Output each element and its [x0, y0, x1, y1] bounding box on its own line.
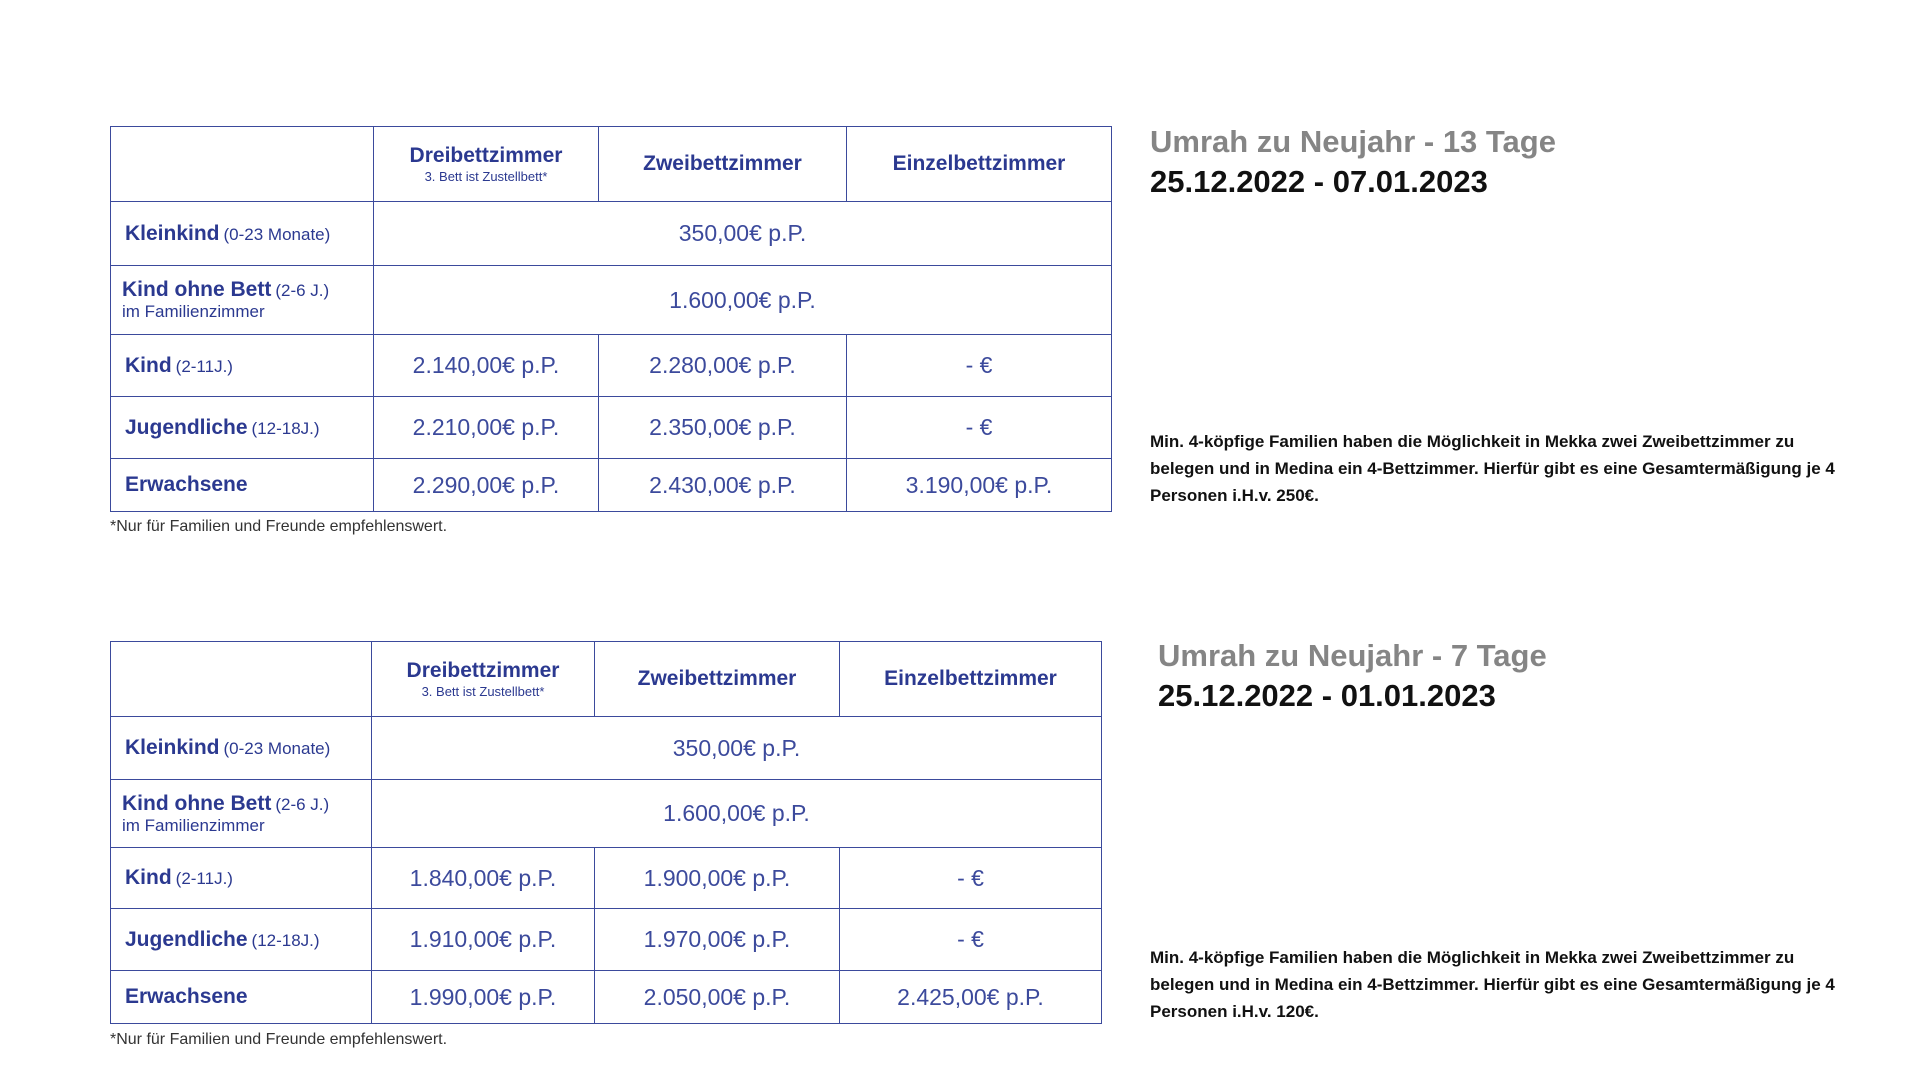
- table-row: [111, 971, 1102, 1024]
- price-table-7-days: [110, 641, 1102, 1024]
- row-label-erwachsene: Erwachsene: [111, 459, 374, 512]
- table-row: [111, 202, 1112, 266]
- price-cell: 2.280,00€ p.P.: [599, 335, 847, 397]
- col-header-einzelbettzimmer: Einzelbettzimmer: [847, 127, 1112, 202]
- offer-title: Umrah zu Neujahr - 13 Tage: [1150, 124, 1556, 159]
- offer-dates: 25.12.2022 - 07.01.2023: [1150, 164, 1488, 199]
- footnote: *Nur für Familien und Freunde empfehlenswert.: [110, 1031, 448, 1048]
- col-header-dreibettzimmer: Dreibettzimmer 3. Bett ist Zustellbett*: [372, 642, 595, 717]
- row-label-kind: Kind (2-11J.): [111, 848, 372, 909]
- table-row: [111, 848, 1102, 909]
- row-label-kleinkind: Kleinkind (0-23 Monate): [111, 717, 372, 780]
- corner-cell: [111, 127, 374, 202]
- table-row: [111, 266, 1112, 335]
- price-cell: 350,00€ p.P.: [374, 202, 1112, 266]
- price-cell: 1.600,00€ p.P.: [374, 266, 1112, 335]
- row-label-kind: Kind (2-11J.): [111, 335, 374, 397]
- price-cell: - €: [847, 397, 1112, 459]
- row-label-kleinkind: Kleinkind (0-23 Monate): [111, 202, 374, 266]
- col-header-dreibettzimmer: Dreibettzimmer 3. Bett ist Zustellbett*: [374, 127, 599, 202]
- price-cell: 3.190,00€ p.P.: [847, 459, 1112, 512]
- price-cell: 350,00€ p.P.: [372, 717, 1102, 780]
- price-cell: 1.900,00€ p.P.: [595, 848, 840, 909]
- row-label-jugendliche: Jugendliche (12-18J.): [111, 397, 374, 459]
- row-label-kind-ohne-bett: Kind ohne Bett (2-6 J.) im Familienzimmer: [111, 780, 372, 848]
- row-label-erwachsene: Erwachsene: [111, 971, 372, 1024]
- price-cell: 1.910,00€ p.P.: [372, 909, 595, 971]
- row-label-kind-ohne-bett: Kind ohne Bett (2-6 J.) im Familienzimmer: [111, 266, 374, 335]
- price-cell: 2.210,00€ p.P.: [374, 397, 599, 459]
- col-header-zweibettzimmer: Zweibettzimmer: [595, 642, 840, 717]
- table-row: [111, 780, 1102, 848]
- price-cell: - €: [840, 848, 1102, 909]
- price-cell: 2.140,00€ p.P.: [374, 335, 599, 397]
- price-cell: 2.350,00€ p.P.: [599, 397, 847, 459]
- offer-dates: 25.12.2022 - 01.01.2023: [1158, 678, 1496, 713]
- table-row: [111, 717, 1102, 780]
- family-discount-note: Min. 4-köpfige Familien haben die Möglichkeit in Mekka zwei Zweibettzimmer zu belegen und in Medina ein 4-Bettzimmer. Hierfür gibt es eine Gesamtermäßigung je 4 Personen i.H.v. 120€.: [1150, 948, 1835, 1021]
- price-cell: 1.600,00€ p.P.: [372, 780, 1102, 848]
- offer-title: Umrah zu Neujahr - 7 Tage: [1158, 638, 1547, 673]
- table-header-row: [111, 642, 1102, 717]
- corner-cell: [111, 642, 372, 717]
- table-header-row: [111, 127, 1112, 202]
- family-discount-note: Min. 4-köpfige Familien haben die Möglichkeit in Mekka zwei Zweibettzimmer zu belegen und in Medina ein 4-Bettzimmer. Hierfür gibt es eine Gesamtermäßigung je 4 Personen i.H.v. 250€.: [1150, 432, 1835, 505]
- table-row: [111, 909, 1102, 971]
- price-cell: - €: [840, 909, 1102, 971]
- price-cell: 1.990,00€ p.P.: [372, 971, 595, 1024]
- table-row: [111, 335, 1112, 397]
- col-header-einzelbettzimmer: Einzelbettzimmer: [840, 642, 1102, 717]
- price-table-13-days: [110, 126, 1112, 512]
- price-cell: 2.425,00€ p.P.: [840, 971, 1102, 1024]
- price-cell: 2.050,00€ p.P.: [595, 971, 840, 1024]
- table-row: [111, 459, 1112, 512]
- price-cell: 2.430,00€ p.P.: [599, 459, 847, 512]
- row-label-jugendliche: Jugendliche (12-18J.): [111, 909, 372, 971]
- price-cell: 2.290,00€ p.P.: [374, 459, 599, 512]
- footnote: *Nur für Familien und Freunde empfehlenswert.: [110, 518, 448, 535]
- price-cell: - €: [847, 335, 1112, 397]
- price-cell: 1.970,00€ p.P.: [595, 909, 840, 971]
- table-row: [111, 397, 1112, 459]
- price-cell: 1.840,00€ p.P.: [372, 848, 595, 909]
- col-header-zweibettzimmer: Zweibettzimmer: [599, 127, 847, 202]
